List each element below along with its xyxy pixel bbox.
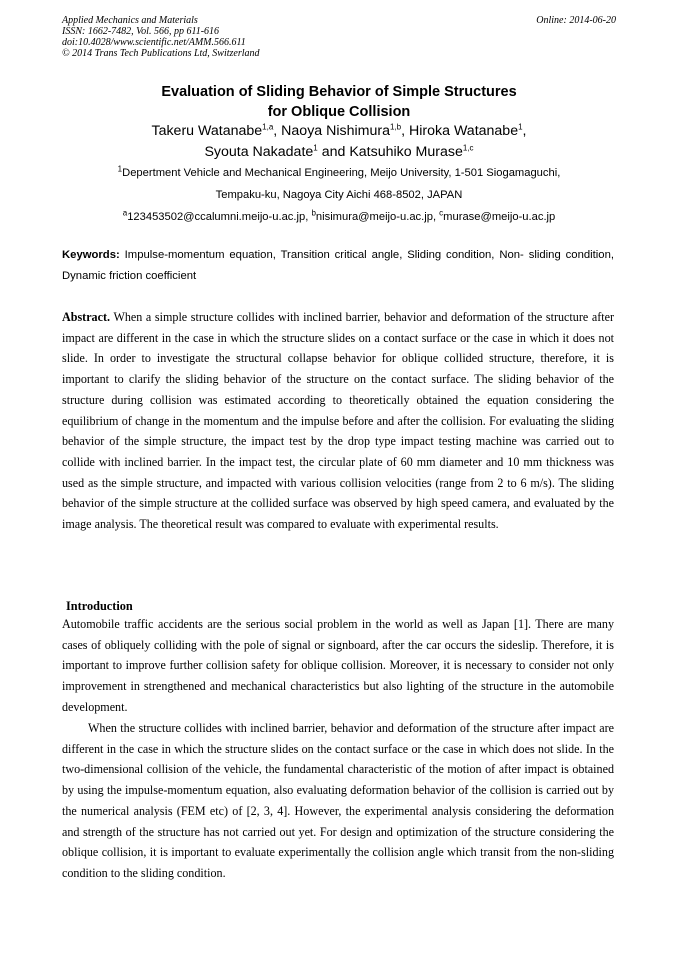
author-name: Takeru Watanabe (151, 123, 263, 139)
author-name: Syouta Nakadate (204, 144, 314, 160)
author-sup: 1 (313, 143, 318, 153)
keywords (62, 245, 614, 287)
keywords-label: Keywords: (62, 249, 120, 261)
email-sup: b (311, 208, 316, 218)
author-list-line-1: Takeru Watanabe$^{1,a}$, Naoya Nishimura$^{1,b}$, Hiroka Watanabe$^1$, (151, 122, 527, 139)
introduction-paragraph-1: Automobile traffic accidents are the serious social problem in the world as well as Japan [1]. There are many cases of obliquely colliding with the pole of signal or signboard, after the car occurs the sideslip. Therefore, it is important to improve further collision safety for oblique collision. Moreover, it is necessary to consider not only improvement in strengthened and mechanical characteristics but also lighting of the structure in the automobile development. (62, 617, 614, 714)
abstract (62, 307, 614, 535)
abstract-text: When a simple structure collides with inclined barrier, behavior and deformation of the structure after impact are different in the case in which the structure slides on a contact surface or the case in which it does not slide. In order to investigate the structural collapse behavior for oblique collided structure, therefore, it is important to clarify the sliding behavior of the structure on the contact surface. The sliding behavior of the structure during collision was estimated according to theoretically obtained the equation considering the equilibrium of change in the momentum and the impulse before and after the collision. For evaluating the sliding behavior of the simple structure, the impact test by the drop type impact testing machine was carried out to collide with inclined barrier. In the impact test, the circular plate of 60 mm diameter and 10 mm thickness was used as the simple structure, and impacted with various collision velocities (range from 2 to 6 m/s). The sliding behavior of the simple structure at the collided surface was observed by high speed camera, and evaluated by the image analysis. The theoretical result was compared to evaluate with experimental results. (62, 310, 614, 532)
email-line (0, 206, 678, 228)
affiliation-line-2: Tempaku-ku, Nagoya City Aichi 468-8502, JAPAN (215, 189, 463, 201)
affiliation-line-1 (0, 162, 678, 184)
author-sup: 1 (518, 122, 523, 132)
author-name: Hiroka Watanabe (409, 123, 519, 139)
email-c: murase@meijo-u.ac.jp (443, 211, 556, 223)
doi-line: doi:10.4028/www.scientific.net/AMM.566.611 (62, 37, 246, 48)
author-sup: 1,a (262, 122, 274, 132)
journal-name: Applied Mechanics and Materials (62, 15, 198, 26)
author-name: Naoya Nishimura (281, 123, 390, 139)
introduction-heading: Introduction (66, 599, 133, 613)
paper-title-line-2: for Oblique Collision (267, 104, 411, 120)
keywords-text: Impulse-momentum equation, Transition critical angle, Sliding condition, Non- sliding condition, Dynamic friction coefficient (62, 249, 614, 282)
email-a: 123453502@ccalumni.meijo-u.ac.jp, (127, 211, 309, 223)
paper-title-line-1: Evaluation of Sliding Behavior of Simple Structures (161, 84, 517, 100)
introduction-paragraph-2: When the structure collides with inclined barrier, behavior and deformation of the structure after impact are different in the case in which the structure slides on the contact surface or the case in which does not slide. In the two-dimensional collision of the vehicle, the fundamental characteristic of the motion of after impact is obtained by using the impulse-momentum equation, also evaluating deformation behavior of the collision is carried out by the numerical analysis (FEM etc) of [2, 3, 4]. However, the experimental analysis considering the deformation and strength of the structure has not carried out yet. For design and optimization of the structure considering the oblique collision, it is important to evaluate experimentally the collision angle which transit from the non-sliding condition to the sliding condition. (62, 721, 614, 880)
abstract-label: Abstract. (62, 310, 111, 324)
affiliation-text-1: Depertment Vehicle and Mechanical Engineering, Meijo University, 1-501 Siogamaguchi, (122, 167, 561, 179)
author-sup: 1,b (389, 122, 402, 132)
author-sup: 1,c (462, 143, 474, 153)
issn-line: ISSN: 1662-7482, Vol. 566, pp 611-616 (62, 26, 220, 37)
email-b: nisimura@meijo-u.ac.jp, (315, 211, 437, 223)
online-date: Online: 2014-06-20 (536, 15, 616, 26)
copyright-line: © 2014 Trans Tech Publications Ltd, Switzerland (62, 48, 260, 59)
author-name: Katsuhiko Murase (349, 144, 463, 160)
affiliation-sup: 1 (117, 164, 123, 174)
author-list-line-2: Syouta Nakadate$^1$ and Katsuhiko Murase$^{1,c}$ (204, 143, 474, 160)
email-sup: a (122, 208, 128, 218)
email-sup: c (439, 208, 444, 218)
